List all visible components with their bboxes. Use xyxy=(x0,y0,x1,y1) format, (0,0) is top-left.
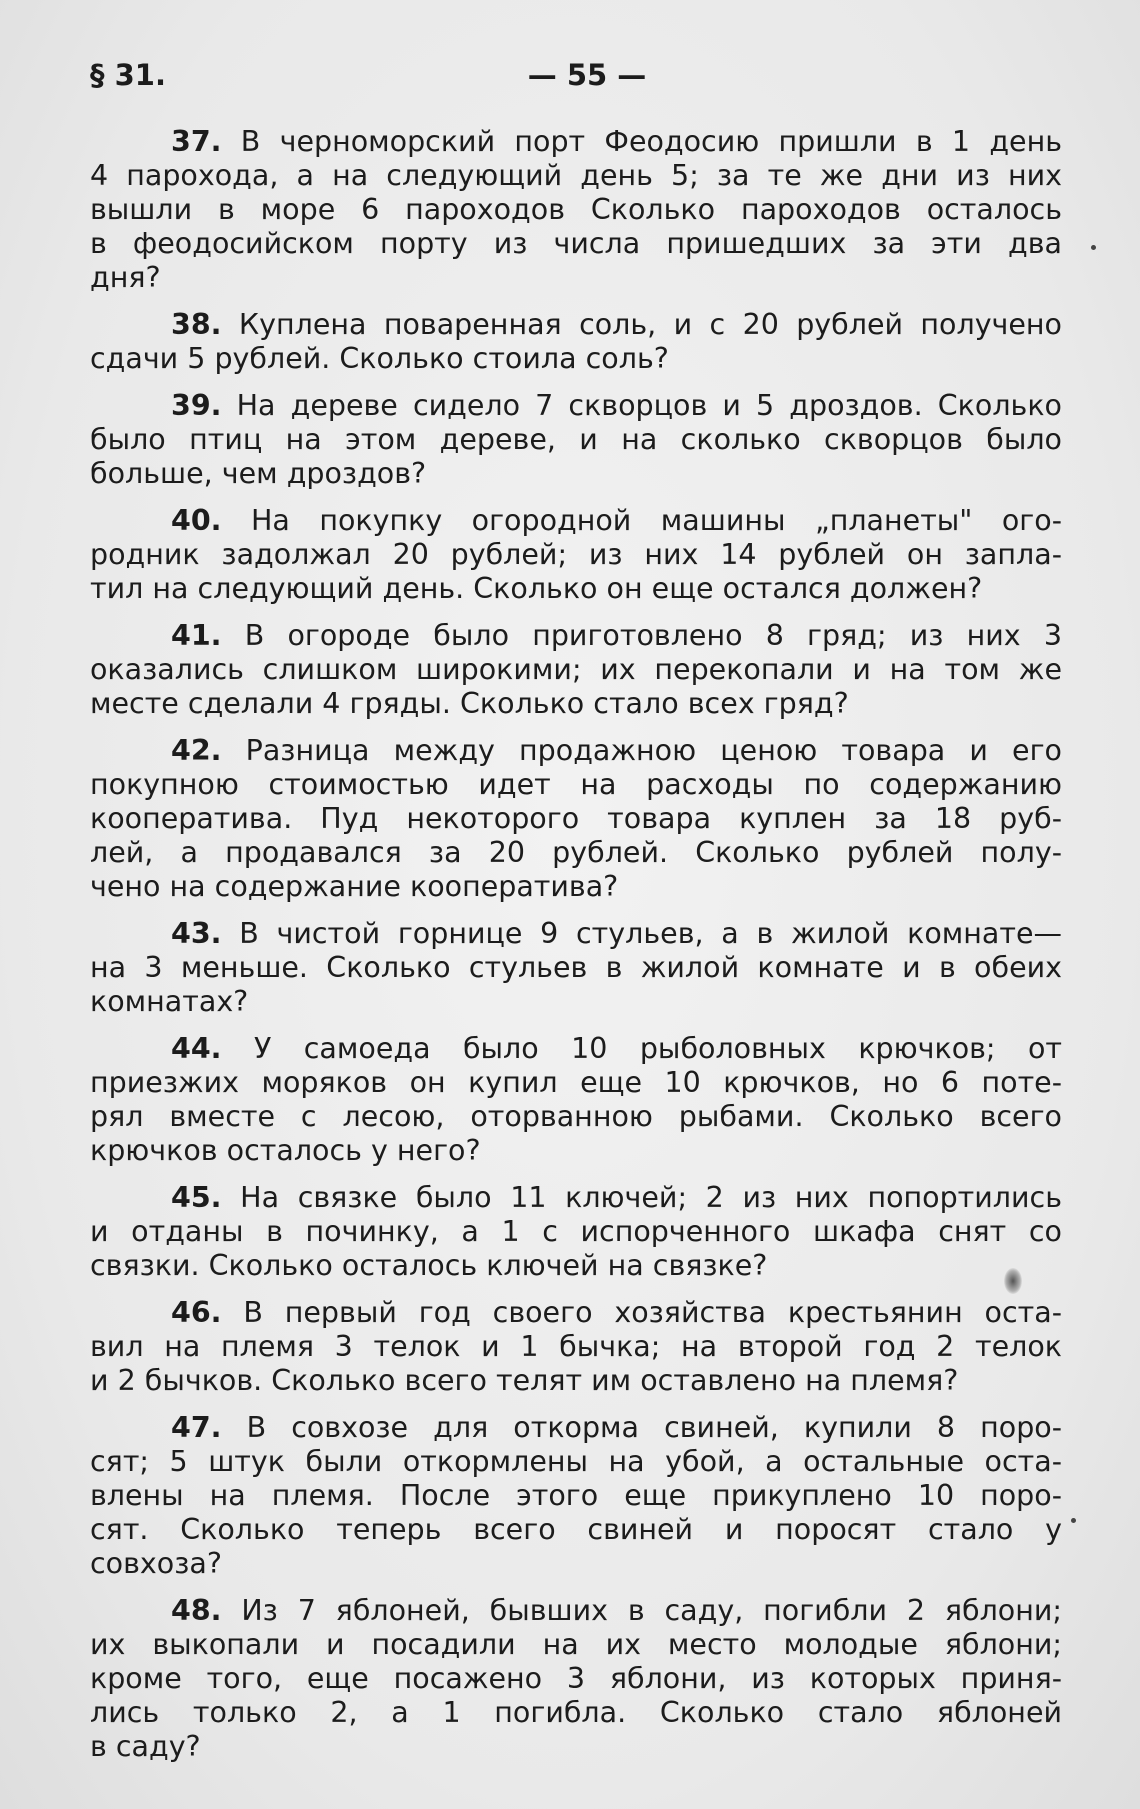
problem-text-line: тил на следующий день. Сколько он еще остался должен? xyxy=(90,572,983,605)
problem-number: 44. xyxy=(171,1032,222,1065)
problem-text-line: и 2 бычков. Сколько всего телят им оставлено на племя? xyxy=(90,1364,959,1397)
problem-41 xyxy=(90,619,1062,721)
problem-text-line xyxy=(90,917,1062,951)
problem-text-line: в саду? xyxy=(90,1730,201,1763)
problem-text: В чистой горнице 9 стульев, а в жилой комнате— xyxy=(239,917,1062,950)
problem-text-line xyxy=(90,734,1062,768)
problem-text-line: приезжих моряков он купил еще 10 крючков, но 6 поте- xyxy=(90,1066,1062,1099)
problem-text-line: и отданы в починку, а 1 с испорченного шкафа снят со xyxy=(90,1215,1062,1248)
problem-48 xyxy=(90,1594,1062,1764)
problem-text-line: вил на племя 3 телок и 1 бычка; на второй год 2 телок xyxy=(90,1330,1062,1363)
problem-text-line: в феодосийском порту из числа пришедших за эти два xyxy=(90,227,1062,260)
problem-text: На связке было 11 ключей; 2 из них попортились xyxy=(240,1181,1062,1214)
problem-text-line: сят. Сколько теперь всего свиней и поросят стало у xyxy=(90,1513,1062,1546)
problem-text-line xyxy=(90,308,1062,342)
problem-text: В первый год своего хозяйства крестьянин оста- xyxy=(243,1296,1063,1329)
problem-number: 47. xyxy=(171,1411,222,1444)
margin-dot xyxy=(1071,1518,1076,1523)
problem-43 xyxy=(90,917,1062,1019)
problem-text-line: на 3 меньше. Сколько стульев в жилой комнате и в обеих xyxy=(90,951,1062,984)
problem-number: 45. xyxy=(171,1181,222,1214)
problem-37 xyxy=(90,125,1062,295)
problem-text-line xyxy=(90,504,1062,538)
problem-number: 48. xyxy=(171,1594,222,1627)
problem-text-line: больше, чем дроздов? xyxy=(90,457,427,490)
problem-text-line: их выкопали и посадили на их место молодые яблони; xyxy=(90,1628,1062,1661)
problem-text: Из 7 яблоней, бывших в саду, погибли 2 яблони; xyxy=(241,1594,1062,1627)
problem-39 xyxy=(90,389,1062,491)
problem-text-line xyxy=(90,1296,1062,1330)
problem-text-line: месте сделали 4 гряды. Сколько стало всех гряд? xyxy=(90,687,849,720)
problem-text: На дереве сидело 7 скворцов и 5 дроздов. Сколько xyxy=(236,389,1062,422)
problem-text-line: оказались слишком широкими; их перекопали и на том же xyxy=(90,653,1062,686)
margin-dot xyxy=(1091,245,1096,250)
problem-number: 46. xyxy=(171,1296,222,1329)
problem-number: 42. xyxy=(171,734,222,767)
problem-number: 37. xyxy=(171,125,222,158)
problem-number: 41. xyxy=(171,619,222,652)
problem-45 xyxy=(90,1181,1062,1283)
problem-text-line: совхоза? xyxy=(90,1547,222,1580)
problem-number: 43. xyxy=(171,917,222,950)
problem-text-line: сят; 5 штук были откормлены на убой, а остальные оста- xyxy=(90,1445,1062,1478)
problem-text-line xyxy=(90,619,1062,653)
problem-text-line: кооператива. Пуд некоторого товара куплен за 18 руб- xyxy=(90,802,1062,835)
problem-text-line xyxy=(90,1594,1062,1628)
section-number: § 31. xyxy=(90,58,166,92)
problem-47 xyxy=(90,1411,1062,1581)
problem-text-line: дня? xyxy=(90,261,161,294)
problem-text-line: рял вместе с лесою, оторванною рыбами. Сколько всего xyxy=(90,1100,1062,1133)
problem-text-line xyxy=(90,1411,1062,1445)
problem-text-line: сдачи 5 рублей. Сколько стоила соль? xyxy=(90,342,669,375)
problem-44 xyxy=(90,1032,1062,1168)
problem-46 xyxy=(90,1296,1062,1398)
problem-text-line: родник задолжал 20 рублей; из них 14 рублей он запла- xyxy=(90,538,1062,571)
problem-number: 40. xyxy=(171,504,222,537)
page-header xyxy=(90,58,1050,106)
problem-text-line: лись только 2, а 1 погибла. Сколько стало яблоней xyxy=(90,1696,1062,1729)
problem-text-line: крючков осталось у него? xyxy=(90,1134,481,1167)
problem-text-line: чено на содержание кооператива? xyxy=(90,870,619,903)
problem-text: На покупку огородной машины „планеты" ого- xyxy=(250,504,1062,537)
problem-text-line: влены на племя. После этого еще прикуплено 10 поро- xyxy=(90,1479,1062,1512)
problem-40 xyxy=(90,504,1062,606)
problem-text: В совхозе для откорма свиней, купили 8 поро- xyxy=(246,1411,1063,1444)
problem-text-line: было птиц на этом дереве, и на сколько скворцов было xyxy=(90,423,1062,456)
problem-number: 39. xyxy=(171,389,222,422)
problem-text-line: связки. Сколько осталось ключей на связке? xyxy=(90,1249,768,1282)
problem-text-line xyxy=(90,1032,1062,1066)
problem-text-line xyxy=(90,389,1062,423)
problem-text-line: лей, а продавался за 20 рублей. Сколько рублей полу- xyxy=(90,836,1062,869)
problem-text: Куплена поваренная соль, и с 20 рублей получено xyxy=(238,308,1062,341)
problem-text-line: комнатах? xyxy=(90,985,249,1018)
problem-text: Разница между продажною ценою товара и его xyxy=(245,734,1062,767)
problem-text-line: 4 парохода, а на следующий день 5; за те же дни из них xyxy=(90,159,1062,192)
problem-text-line: вышли в море 6 пароходов Сколько пароходов осталось xyxy=(90,193,1062,226)
problem-list xyxy=(90,125,1062,1777)
problem-text: В огороде было приготовлено 8 гряд; из них 3 xyxy=(244,619,1062,652)
problem-text-line xyxy=(90,125,1062,159)
problem-42 xyxy=(90,734,1062,904)
problem-text: В черноморский порт Феодосию пришли в 1 день xyxy=(240,125,1062,158)
ink-smudge xyxy=(1004,1268,1022,1294)
problem-38 xyxy=(90,308,1062,376)
problem-number: 38. xyxy=(171,308,222,341)
problem-text: У самоеда было 10 рыболовных крючков; от xyxy=(253,1032,1063,1065)
page-number: — 55 — xyxy=(527,58,647,92)
problem-text-line: покупною стоимостью идет на расходы по содержанию xyxy=(90,768,1062,801)
problem-text-line xyxy=(90,1181,1062,1215)
problem-text-line: кроме того, еще посажено 3 яблони, из которых приня- xyxy=(90,1662,1062,1695)
